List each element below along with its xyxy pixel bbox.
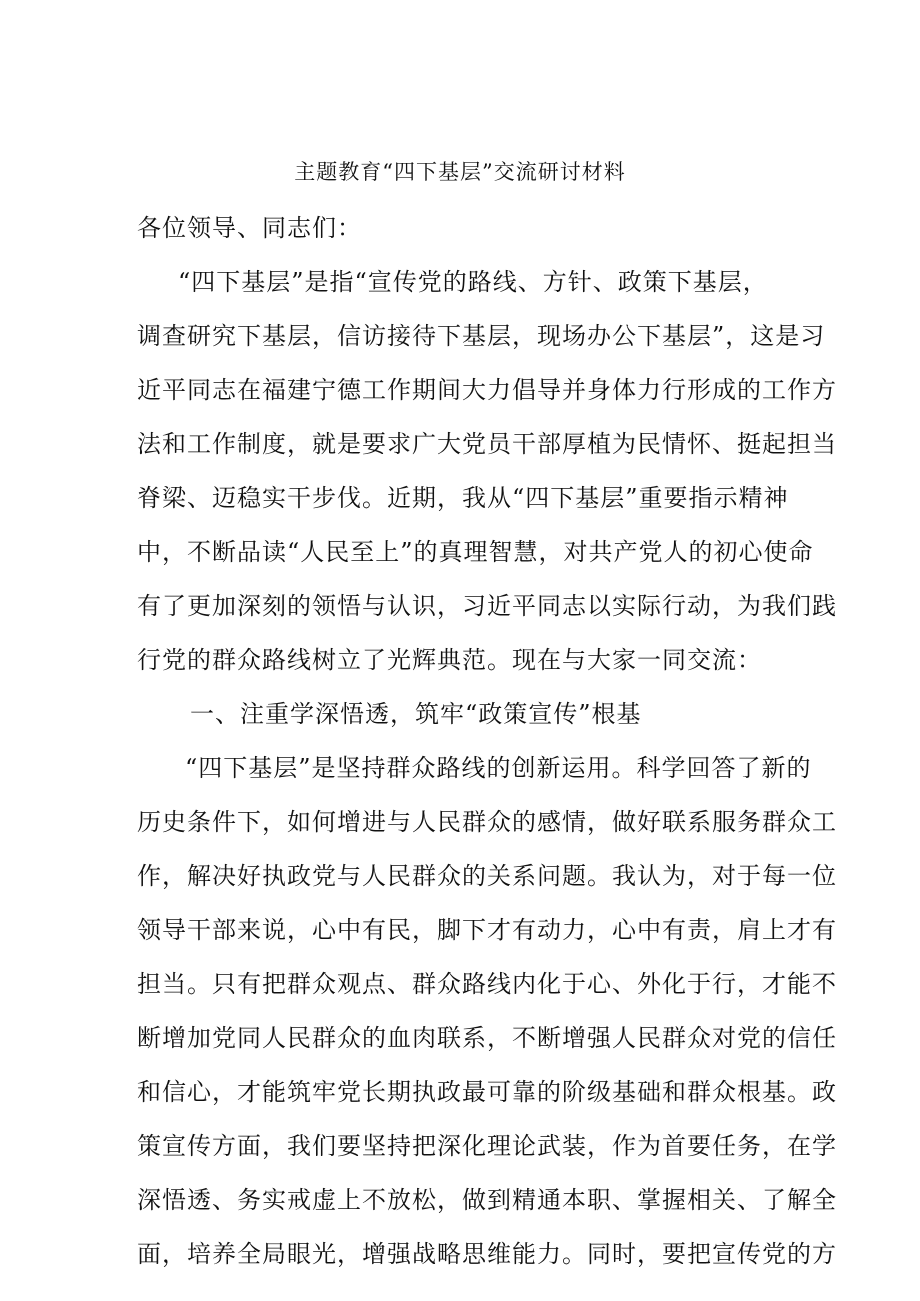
paragraph-1-line-4: 法和工作制度，就是要求广大党员干部厚植为民情怀、挺起担当 (137, 430, 837, 458)
paragraph-2-line-10: 面，培养全局眼光，增强战略思维能力。同时，要把宣传党的方 (137, 1240, 837, 1268)
paragraph-1-line-2: 调查研究下基层，信访接待下基层，现场办公下基层”，这是习 (137, 322, 826, 350)
paragraph-1-line-3: 近平同志在福建宁德工作期间大力倡导并身体力行形成的工作方 (137, 376, 837, 404)
paragraph-1-line-5: 脊梁、迈稳实干步伐。近期，我从“四下基层”重要指示精神 (137, 484, 789, 512)
paragraph-1-line-8: 行党的群众路线树立了光辉典范。现在与大家一同交流： (137, 646, 762, 674)
document-title: 主题教育“四下基层”交流研讨材料 (294, 160, 626, 184)
paragraph-2-line-3: 作，解决好执政党与人民群众的关系问题。我认为，对于每一位 (137, 862, 837, 890)
paragraph-2-line-4: 领导干部来说，心中有民，脚下才有动力，心中有责，肩上才有 (137, 916, 837, 944)
paragraph-2-line-5: 担当。只有把群众观点、群众路线内化于心、外化于行，才能不 (137, 970, 837, 998)
section-heading-1: 一、注重学深悟透，筑牢“政策宣传”根基 (190, 700, 642, 728)
paragraph-2-line-2: 历史条件下，如何增进与人民群众的感情，做好联系服务群众工 (137, 808, 837, 836)
paragraph-1-line-6: 中，不断品读“人民至上”的真理智慧，对共产党人的初心使命 (137, 538, 814, 566)
paragraph-2-line-8: 策宣传方面，我们要坚持把深化理论武装，作为首要任务，在学 (137, 1132, 837, 1160)
paragraph-1-line-7: 有了更加深刻的领悟与认识，习近平同志以实际行动，为我们践 (137, 592, 837, 620)
paragraph-2-line-6: 断增加党同人民群众的血肉联系，不断增强人民群众对党的信任 (137, 1024, 837, 1052)
paragraph-2-line-7: 和信心，才能筑牢党长期执政最可靠的阶级基础和群众根基。政 (137, 1078, 837, 1106)
salutation: 各位领导、同志们： (137, 214, 362, 242)
paragraph-2-line-9: 深悟透、务实戒虚上不放松，做到精通本职、掌握相关、了解全 (137, 1186, 837, 1214)
paragraph-1-line-1: “四下基层”是指“宣传党的路线、方针、政策下基层， (178, 268, 768, 296)
paragraph-2-line-1: “四下基层”是坚持群众路线的创新运用。科学回答了新的 (185, 754, 812, 782)
